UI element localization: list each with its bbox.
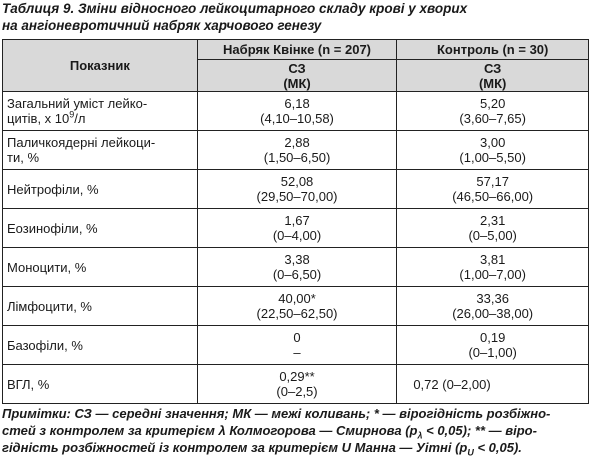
range-value: (3,60–7,65) — [459, 111, 526, 126]
range-value: (0–5,00) — [468, 228, 517, 243]
notes-subscript: U — [467, 447, 474, 457]
stat-label-mean: СЗ — [288, 60, 306, 76]
mean-value: 3,81 — [480, 252, 506, 267]
mean-value: 40,00* — [278, 291, 316, 306]
mean-value: 3,00 — [480, 135, 506, 150]
param-cell: ВГЛ, % — [3, 365, 198, 404]
param-label-cont: ти, % — [7, 150, 39, 165]
table-row — [3, 248, 589, 287]
param-cell — [3, 92, 198, 131]
quincke-cell — [197, 92, 397, 131]
mean-value: 0,29** — [279, 369, 315, 384]
mean-value: 6,18 — [284, 96, 310, 111]
header-row-groups — [3, 40, 589, 60]
range-value: (0–2,5) — [276, 384, 318, 399]
param-cell — [3, 131, 198, 170]
table-row — [3, 131, 589, 170]
mean-value: 0 — [293, 330, 301, 345]
param-label: Загальний уміст лейко- — [7, 96, 148, 111]
quincke-cell — [197, 131, 397, 170]
control-cell — [397, 131, 589, 170]
range-value: (22,50–62,50) — [256, 306, 338, 321]
quincke-cell — [197, 170, 397, 209]
control-cell — [397, 287, 589, 326]
mean-value: 5,20 — [480, 96, 506, 111]
table-caption — [2, 0, 589, 34]
quincke-cell — [197, 209, 397, 248]
header-group-quincke: Набряк Квінке (n = 207) — [197, 40, 397, 60]
header-stat-control — [397, 60, 589, 92]
table-row — [3, 365, 589, 404]
range-value: (4,10–10,58) — [260, 111, 334, 126]
param-cell: Еозинофіли, % — [3, 209, 198, 248]
control-cell — [397, 209, 589, 248]
header-stat-quincke — [197, 60, 397, 92]
leukocyte-table — [2, 39, 589, 404]
mean-value: 2,31 — [480, 213, 506, 228]
param-unit: /л — [74, 111, 86, 126]
range-value: (46,50–66,00) — [452, 189, 534, 204]
caption-line-2: на ангіоневротичний набряк харчового генезу — [2, 18, 322, 33]
control-cell — [397, 326, 589, 365]
stat-label-range: (МК) — [478, 75, 507, 91]
caption-line-1: Таблиця 9. Зміни відносного лейкоцитарного складу крові у хворих — [2, 1, 468, 16]
param-cell: Моноцити, % — [3, 248, 198, 287]
mean-value: 52,08 — [280, 174, 314, 189]
notes-text: гідність розбіжностей із контролем за критерієм U Манна — Уітні (p — [2, 440, 468, 455]
param-label-cont — [7, 111, 197, 126]
table-row — [3, 326, 589, 365]
control-cell — [397, 170, 589, 209]
mean-value: 1,67 — [284, 213, 310, 228]
table-notes — [2, 405, 589, 456]
range-value: (0–6,50) — [272, 267, 322, 282]
table-row — [3, 170, 589, 209]
param-cell: Базофіли, % — [3, 326, 198, 365]
range-value: – — [293, 345, 301, 360]
notes-text: Примітки: СЗ — середні значення; МК — межі коливань; * — вірогідність розбіжно- — [2, 406, 551, 421]
range-value: (26,00–38,00) — [452, 306, 534, 321]
notes-subscript: λ — [417, 430, 423, 441]
quincke-cell — [197, 326, 397, 365]
control-cell — [397, 248, 589, 287]
control-cell — [397, 92, 589, 131]
stat-label-mean: СЗ — [483, 60, 502, 76]
param-exponent: 9 — [69, 109, 75, 120]
table-row — [3, 92, 589, 131]
range-value: (1,00–5,50) — [459, 150, 526, 165]
header-group-control: Контроль (n = 30) — [397, 40, 589, 60]
table-row — [3, 287, 589, 326]
header-param: Показник — [3, 40, 198, 92]
quincke-cell — [197, 248, 397, 287]
table-row — [3, 209, 589, 248]
notes-text: < 0,05). — [473, 440, 522, 455]
param-label-part: цитів, х 10 — [7, 111, 70, 126]
range-value: (1,00–7,00) — [459, 267, 526, 282]
param-cell: Лімфоцити, % — [3, 287, 198, 326]
mean-value: 57,17 — [476, 174, 509, 189]
param-label: Паличкоядерні лейкоци- — [7, 135, 156, 150]
range-value: (0–4,00) — [272, 228, 322, 243]
range-value: (0–1,00) — [468, 345, 517, 360]
quincke-cell — [197, 287, 397, 326]
range-value: (1,50–6,50) — [263, 150, 331, 165]
mean-value: 0,19 — [480, 330, 506, 345]
notes-text: стей з контролем за критерієм λ Колмогорова — Смирнова (p — [2, 423, 418, 438]
mean-value: 2,88 — [284, 135, 310, 150]
quincke-cell — [197, 365, 397, 404]
stat-label-range: (МК) — [283, 75, 311, 91]
param-cell: Нейтрофіли, % — [3, 170, 198, 209]
mean-value: 3,38 — [284, 252, 310, 267]
mean-value: 33,36 — [476, 291, 509, 306]
notes-text: < 0,05); ** — віро- — [422, 423, 537, 438]
control-cell: 0,72 (0–2,00) — [397, 365, 589, 404]
range-value: (29,50–70,00) — [256, 189, 338, 204]
